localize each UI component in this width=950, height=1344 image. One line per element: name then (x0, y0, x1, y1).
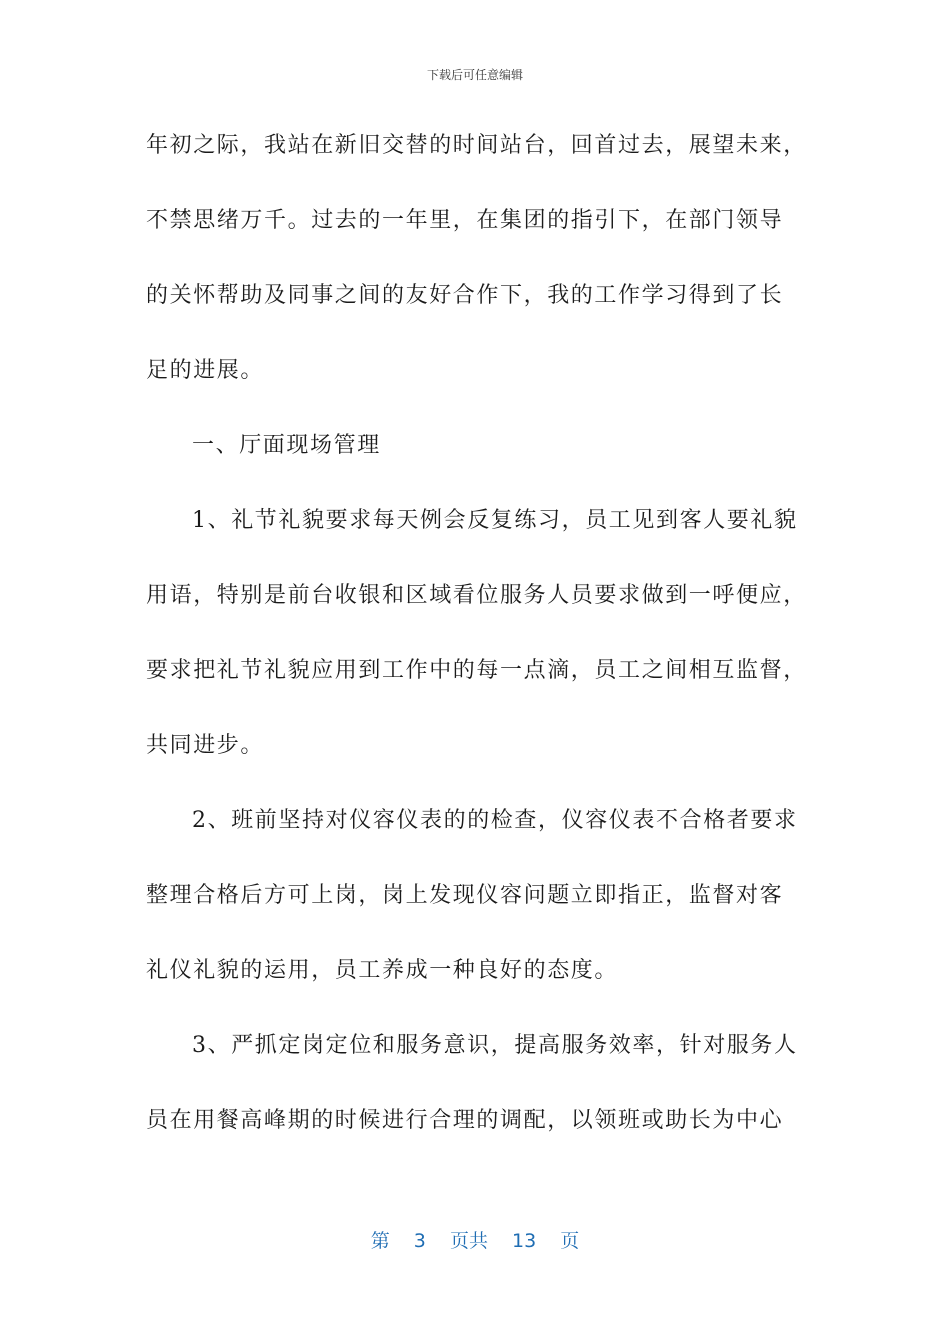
text-line: 足的进展。 (146, 358, 265, 383)
footer-label-total: 页共 (449, 1230, 488, 1252)
text-line: 3、严抓定岗定位和服务意识，提高服务效率，针对服务人 (192, 1033, 798, 1058)
text-line: 用语，特别是前台收银和区域看位服务人员要求做到一呼便应， (146, 583, 807, 608)
text-line: 要求把礼节礼貌应用到工作中的每一点滴，员工之间相互监督， (146, 658, 807, 683)
text-line: 礼仪礼貌的运用，员工养成一种良好的态度。 (146, 958, 619, 983)
text-line: 的关怀帮助及同事之间的友好合作下，我的工作学习得到了长 (146, 283, 784, 308)
text-line: 整理合格后方可上岗，岗上发现仪容问题立即指正，监督对客 (146, 883, 784, 908)
text-line: 共同进步。 (146, 733, 265, 758)
footer-label-end: 页 (560, 1230, 580, 1252)
footer-current-page: 3 (413, 1230, 426, 1252)
text-line: 2、班前坚持对仪容仪表的的检查，仪容仪表不合格者要求 (192, 808, 798, 833)
footer-label-page: 第 (370, 1230, 390, 1252)
header-note: 下载后可任意编辑 (426, 68, 523, 82)
page-footer (0, 1226, 950, 1253)
footer-total-pages: 13 (512, 1230, 537, 1252)
document-body (146, 126, 806, 1176)
section-heading: 一、厅面现场管理 (192, 433, 381, 458)
text-line: 不禁思绪万千。过去的一年里，在集团的指引下，在部门领导 (146, 208, 784, 233)
text-line: 年初之际，我站在新旧交替的时间站台，回首过去，展望未来， (146, 133, 807, 158)
text-line: 员在用餐高峰期的时候进行合理的调配，以领班或助长为中心 (146, 1108, 784, 1133)
text-line: 1、礼节礼貌要求每天例会反复练习，员工见到客人要礼貌 (192, 508, 798, 533)
